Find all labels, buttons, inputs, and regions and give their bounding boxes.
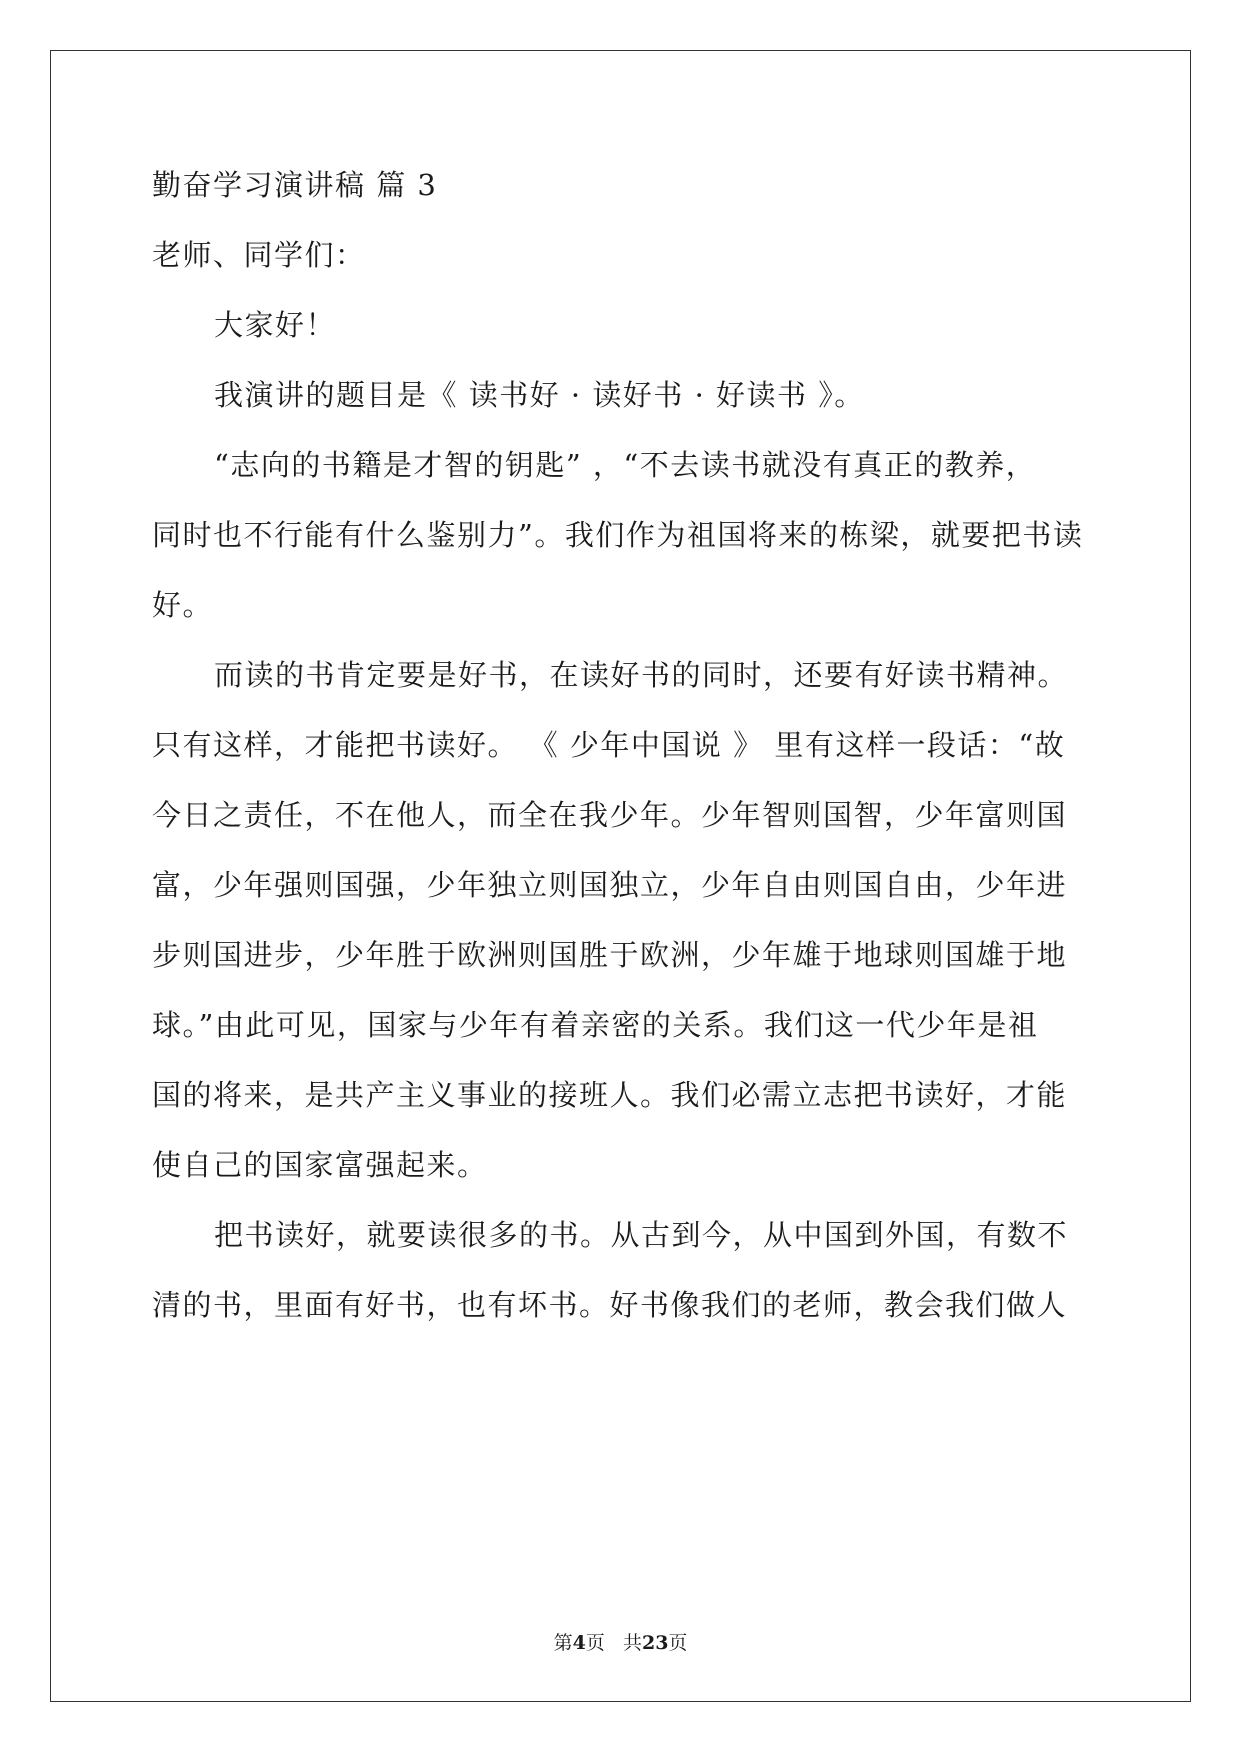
paragraph-line: 只有这样，才能把书读好。 《 少年中国说 》 里有这样一段话：“故 xyxy=(152,728,1066,762)
paragraph-line: “志向的书籍是才智的钥匙” ，“不去读书就没有真正的教养， xyxy=(214,448,1037,482)
paragraph-line: 富，少年强则国强，少年独立则国独立，少年自由则国自由，少年进 xyxy=(152,868,1068,902)
paragraph-line: 国的将来，是共产主义事业的接班人。我们必需立志把书读好，才能 xyxy=(152,1078,1068,1112)
footer-total-prefix: 共 xyxy=(622,1632,642,1654)
current-page-number: 4 xyxy=(572,1632,586,1654)
footer-prefix: 第 xyxy=(553,1632,573,1654)
page-footer xyxy=(0,1628,1241,1655)
paragraph-line: 球。”由此可见，国家与少年有着亲密的关系。我们这一代少年是祖 xyxy=(152,1008,1039,1042)
paragraph-line: 步则国进步，少年胜于欧洲则国胜于欧洲，少年雄于地球则国雄于地 xyxy=(152,938,1068,972)
paragraph-line: 同时也不行能有什么鉴别力”。我们作为祖国将来的栋梁，就要把书读 xyxy=(152,518,1084,552)
paragraph-line: 而读的书肯定要是好书，在读好书的同时，还要有好读书精神。 xyxy=(214,658,1069,692)
paragraph-line: 使自己的国家富强起来。 xyxy=(152,1148,488,1182)
paragraph-line: 我演讲的题目是《 读书好 · 读好书 · 好读书 》。 xyxy=(214,378,865,412)
paragraph-line: 好。 xyxy=(152,588,214,622)
paragraph-line: 今日之责任，不在他人，而全在我少年。少年智则国智，少年富则国 xyxy=(152,798,1068,832)
document-title: 勤奋学习演讲稿 篇 3 xyxy=(152,168,438,202)
total-page-number: 23 xyxy=(641,1632,669,1654)
footer-page-suffix: 页 xyxy=(585,1632,605,1654)
paragraph-line: 把书读好，就要读很多的书。从古到今，从中国到外国，有数不 xyxy=(214,1218,1069,1252)
paragraph-line: 清的书，里面有好书，也有坏书。好书像我们的老师，教会我们做人 xyxy=(152,1288,1068,1322)
greeting: 大家好！ xyxy=(214,308,337,342)
footer-total-suffix: 页 xyxy=(668,1632,688,1654)
salutation: 老师、同学们： xyxy=(152,238,366,272)
